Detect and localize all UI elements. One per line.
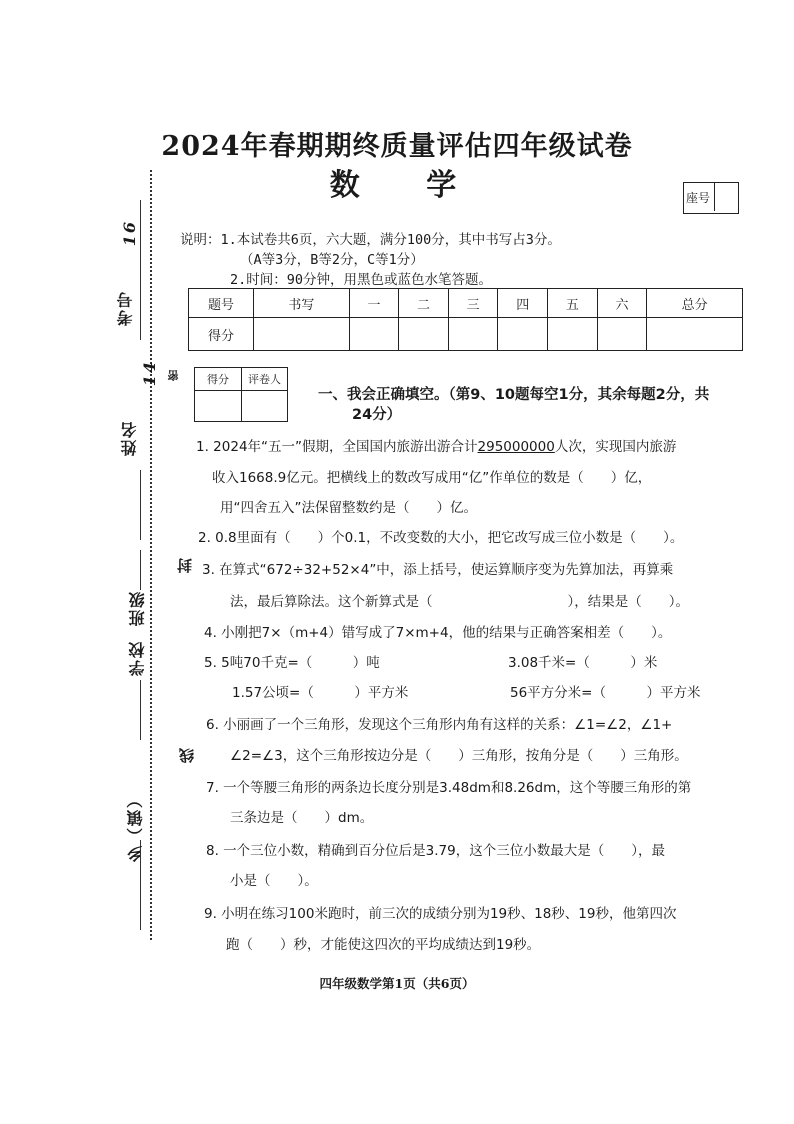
- banji-label: 班级: [128, 590, 147, 626]
- score-cell[interactable]: [349, 318, 399, 351]
- grader-score-label: 得分: [195, 368, 242, 391]
- section-1-heading-cont: 24分）: [352, 407, 402, 423]
- score-cell[interactable]: [399, 318, 449, 351]
- q1-text-a: 1. 2024年“五一”假期，全国国内旅游出游合计: [196, 439, 478, 455]
- question-1-line-1: [196, 437, 676, 457]
- score-cell[interactable]: [597, 318, 647, 351]
- score-header-cell: 二: [399, 289, 449, 318]
- score-table: [188, 288, 743, 351]
- grader-score-cell[interactable]: [195, 391, 242, 422]
- kaohao-underline: [140, 200, 141, 340]
- score-cell[interactable]: [647, 318, 743, 351]
- xingming-label: 姓名: [120, 420, 139, 456]
- instructions-line-1: 说明：1.本试卷共6页，六大题，满分100分，其中书写占3分。: [180, 232, 561, 248]
- question-1-line-3: 用“四舍五入”法保留整数约是（ ）亿。: [220, 500, 477, 516]
- grader-table: [194, 367, 288, 422]
- kaohao-label: 考号: [116, 290, 135, 326]
- grader-name-label: 评卷人: [242, 368, 288, 391]
- question-8-line-2: 小是（ ）。: [230, 873, 318, 889]
- question-9-line-2: 跑（ ）秒，才能使这四次的平均成绩达到19秒。: [226, 937, 541, 953]
- question-7-line-2: 三条边是（ ）dm。: [230, 810, 374, 826]
- exam-title: 2024年春期期终质量评估四年级试卷: [161, 131, 633, 162]
- question-5-c: 1.57公顷=（ ）平方米: [232, 685, 409, 701]
- xiangzhen-label: 乡（镇）: [126, 790, 145, 862]
- question-3-line-2: 法，最后算除法。这个新算式是（ ），结果是（ ）。: [230, 594, 689, 610]
- page-footer: 四年级数学第1页（共6页）: [319, 976, 475, 991]
- question-8-line-1: 8. 一个三位小数，精确到百分位后是3.79，这个三位小数最大是（ ），最: [206, 843, 665, 859]
- score-cell[interactable]: [498, 318, 548, 351]
- score-header-cell: 三: [448, 289, 498, 318]
- kaohao-handwritten: 16: [120, 220, 139, 247]
- score-header-cell: 题号: [189, 289, 254, 318]
- question-3-line-1: 3. 在算式“672÷32+52×4”中，添上括号，使运算顺序变为先算加法，再算乘: [202, 562, 674, 578]
- binding-dotted-line: [150, 170, 152, 940]
- score-header-cell: 总分: [647, 289, 743, 318]
- score-row-label: 得分: [189, 318, 254, 351]
- score-cell[interactable]: [448, 318, 498, 351]
- score-header-cell: 五: [548, 289, 598, 318]
- question-4: 4. 小刚把7×（m+4）错写成了7×m+4，他的结果与正确答案相差（ ）。: [204, 625, 672, 641]
- question-5-d: 56平方分米=（ ）平方米: [510, 685, 701, 701]
- xian-char: 线: [178, 748, 196, 763]
- q1-underlined-number: 295000000: [477, 439, 555, 455]
- score-cell[interactable]: [254, 318, 350, 351]
- score-header-cell: 六: [597, 289, 647, 318]
- score-table-score-row: [189, 318, 743, 351]
- question-5-a: 5. 5吨70千克=（ ）吨: [204, 655, 380, 671]
- score-table-header-row: [189, 289, 743, 318]
- subject-title: 数 学: [329, 168, 485, 203]
- xuexiao-label: 学校: [128, 640, 147, 676]
- score-header-cell: 书写: [254, 289, 350, 318]
- question-7-line-1: 7. 一个等腰三角形的两条边长度分别是3.48dm和8.26dm，这个等腰三角形的第: [206, 780, 692, 796]
- banji-underline: [140, 550, 141, 590]
- xingming-underline: [140, 470, 141, 540]
- question-1-line-2: 收入1668.9亿元。把横线上的数改写成用“亿”作单位的数是（ ）亿，: [212, 470, 652, 486]
- question-6-line-2: ∠2=∠3，这个三角形按边分是（ ）三角形，按角分是（ ）三角形。: [230, 748, 688, 764]
- score-header-cell: 四: [498, 289, 548, 318]
- xingming-handwritten: 14: [140, 360, 159, 387]
- seat-number-label: 座号: [686, 183, 715, 211]
- score-header-cell: 一: [349, 289, 399, 318]
- question-5-b: 3.08千米=（ ）米: [508, 655, 658, 671]
- grader-name-cell[interactable]: [242, 391, 288, 422]
- question-6-line-1: 6. 小丽画了一个三角形，发现这个三角形内角有这样的关系：∠1=∠2，∠1+: [206, 717, 673, 733]
- q1-text-b: 人次，实现国内旅游: [554, 439, 677, 455]
- question-2: 2. 0.8里面有（ ）个0.1，不改变数的大小，把它改写成三位小数是（ ）。: [198, 530, 684, 546]
- xuexiao-underline: [140, 680, 141, 740]
- instructions-line-2: （A等3分，B等2分，C等1分）: [240, 252, 424, 268]
- mi-char: 密: [167, 370, 180, 381]
- seat-number-box: [683, 182, 739, 214]
- question-9-line-1: 9. 小明在练习100米跑时，前三次的成绩分别为19秒、18秒、19秒，他第四次: [204, 906, 677, 922]
- feng-char: 封: [176, 558, 194, 573]
- section-1-heading: 一、我会正确填空。（第9、10题每空1分，其余每题2分，共: [318, 387, 710, 403]
- score-cell[interactable]: [548, 318, 598, 351]
- instructions-line-3: 2.时间：90分钟，用黑色或蓝色水笔答题。: [230, 272, 493, 288]
